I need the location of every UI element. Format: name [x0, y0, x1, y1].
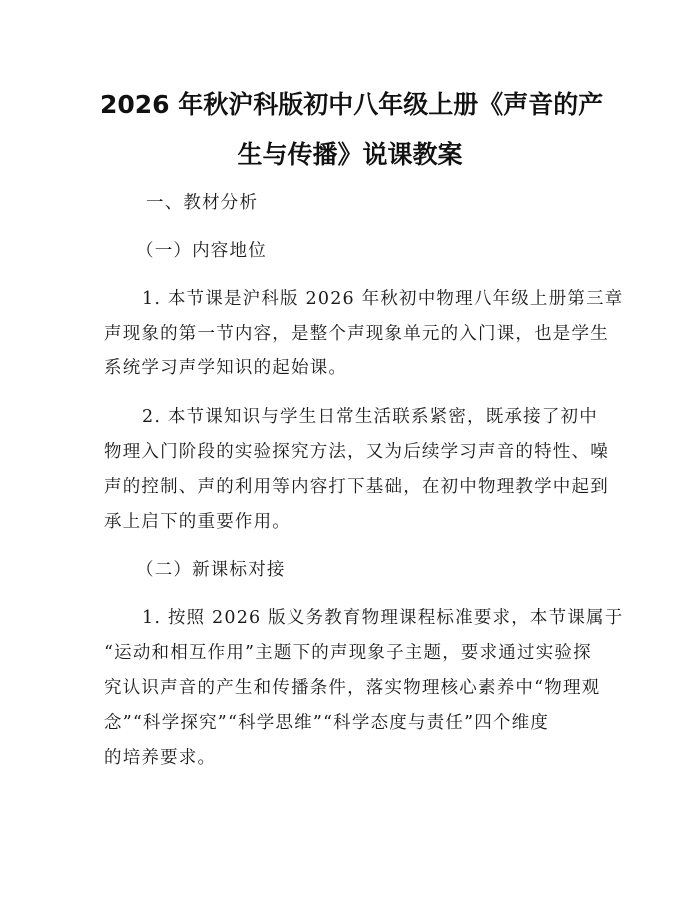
- paragraph-1-line-2: 声现象的第一节内容，是整个声现象单元的入门课，也是学生: [104, 324, 609, 344]
- document-title-line-2: 生与传播》说课教案: [237, 140, 463, 169]
- paragraph-2-line-1: 2. 本节课知识与学生日常生活联系紧密，既承接了初中: [142, 407, 598, 427]
- subsection-heading-curriculum-standards: （二）新课标对接: [136, 560, 286, 580]
- paragraph-2-line-3: 声的控制、声的利用等内容打下基础，在初中物理教学中起到: [104, 477, 609, 497]
- paragraph-2-line-4: 承上启下的重要作用。: [104, 512, 291, 532]
- paragraph-3-line-3: 究认识声音的产生和传播条件，落实物理核心素养中“物理观: [104, 678, 601, 698]
- paragraph-3-line-4: 念”“科学探究”“科学思维”“科学态度与责任”四个维度: [104, 713, 550, 733]
- document-title-line-1: 2026 年秋沪科版初中八年级上册《声音的产: [100, 90, 604, 119]
- paragraph-3-line-2: “运动和相互作用”主题下的声现象子主题，要求通过实验探: [104, 643, 592, 663]
- paragraph-2-line-2: 物理入门阶段的实验探究方法，又为后续学习声音的特性、噪: [104, 442, 609, 462]
- paragraph-3-line-1: 1. 按照 2026 版义务教育物理课程标准要求，本节课属于: [142, 608, 624, 628]
- paragraph-3-line-5: 的培养要求。: [104, 748, 217, 768]
- subsection-heading-content-position: （一）内容地位: [136, 241, 267, 261]
- paragraph-1-line-1: 1. 本节课是沪科版 2026 年秋初中物理八年级上册第三章: [142, 289, 624, 309]
- paragraph-1-line-3: 系统学习声学知识的起始课。: [104, 358, 348, 378]
- section-heading-textbook-analysis: 一、教材分析: [146, 193, 259, 213]
